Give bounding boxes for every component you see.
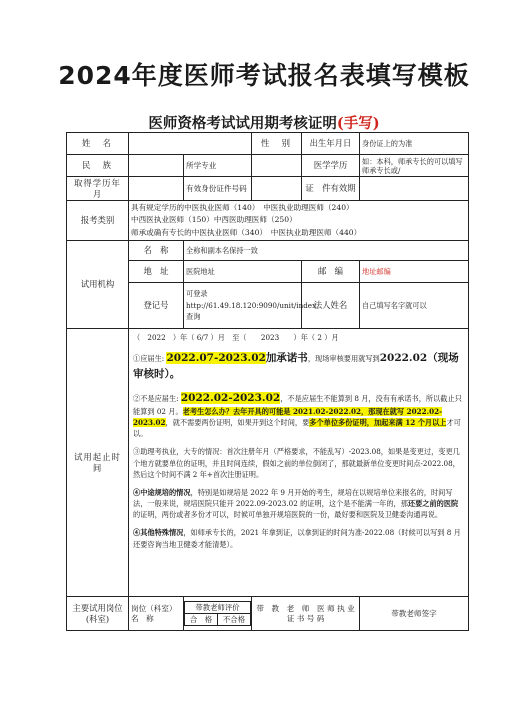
category-option[interactable]: 具有规定学历的中医执业医师（140） 中医执业助理医师（240） xyxy=(131,203,354,213)
form-title-handwritten: (手写) xyxy=(336,115,380,132)
form-title xyxy=(0,112,528,133)
category-option[interactable]: 师承或确有专长的中医执业医师（340） 中医执业助理医师（440） xyxy=(131,227,362,237)
edu-label: 医学学历 xyxy=(302,155,360,177)
inst-zip-label: 邮 编 xyxy=(302,261,360,283)
ethnic-label: 民 族 xyxy=(67,155,129,177)
inst-zip-value[interactable]: 地址邮编 xyxy=(360,261,469,283)
birth-label: 出生年月日 xyxy=(302,133,360,155)
cert-label: 带 教 老 师 医 师 执 业 证 书 号 码 xyxy=(252,597,360,631)
page-title: 2024年度医师考试报名表填写模板 xyxy=(58,61,470,90)
fail-option[interactable]: 不合格 xyxy=(218,614,251,626)
inst-addr-value[interactable]: 医院地址 xyxy=(184,261,302,283)
inst-reg-value[interactable]: 可登录 http://61.49.18.120:9090/unit/index 查询 xyxy=(184,283,302,329)
certificate-form xyxy=(66,132,469,631)
major-value[interactable] xyxy=(252,155,302,177)
inst-label: 试用机构 xyxy=(67,241,129,329)
period-content xyxy=(129,329,469,597)
validity-value[interactable] xyxy=(360,177,469,201)
category-options xyxy=(129,201,469,241)
inst-reg-label: 登记号 xyxy=(129,283,184,329)
period-label: 试用起止时 间 xyxy=(67,329,129,597)
inst-addr-label: 地 址 xyxy=(129,261,184,283)
edu-note: 如：本科，师承专长的可以填写师承专长或/ xyxy=(360,155,469,177)
id-label: 有效身份证件号码 xyxy=(184,177,252,201)
note-fresh-graduate: ①应届生: 2022.07-2023.02加承诺书，现场审核要用就写到2022.02（现场审核时）。 xyxy=(133,352,459,381)
major-label: 所学专业 xyxy=(184,155,252,177)
note-non-graduate: ②不是应届生: 2022.02-2023.02，不是应届生不能算到 8 月，没有有承诺书，所以截止只能算到 02 月。老考生怎么办？去年开具的可能是 2021.02-2022.02，那现在就写 2022.02-2023.02，就不需要两份证明，如果开到这个时间，要多个单位多份证明，加起来满 12 个月以上才可以。 xyxy=(133,391,462,439)
id-value[interactable] xyxy=(252,177,302,201)
category-option[interactable]: 中西医执业医师（150）中西医助理医师（250） xyxy=(131,215,297,225)
name-label: 姓 名 xyxy=(67,133,129,155)
degree-label: 取得学历年 月 xyxy=(67,177,129,201)
inst-legal-label: 法人姓名 xyxy=(302,283,360,329)
validity-label: 证 件有效期 xyxy=(302,177,360,201)
teacher-eval xyxy=(184,597,252,631)
pass-option[interactable]: 合 格 xyxy=(185,614,218,626)
sign-label: 带教老师签字 xyxy=(360,597,469,631)
name-value[interactable] xyxy=(129,133,252,155)
note-special: ④其他特殊情况，如师承专长的，2021 年拿到证，以拿到证的时间为准-2022.08（时候可以写到 8 月还要咨询当地卫健委才能清楚）。 xyxy=(133,528,461,549)
inst-name-label: 名 称 xyxy=(129,241,184,261)
degree-value[interactable] xyxy=(129,177,184,201)
ethnic-value[interactable] xyxy=(129,155,184,177)
post-dept-label: 岗位（科室）名 称 xyxy=(129,597,184,631)
inst-legal-value[interactable]: 自己填写名字就可以 xyxy=(360,283,469,329)
gender-label: 性 别 xyxy=(252,133,302,155)
post-label: 主要试用岗位(科室) xyxy=(67,597,129,631)
form-title-main: 医师资格考试试用期考核证明 xyxy=(148,115,337,132)
note-residency: ④中途规培的情况，特别是如规培是 2022 年 9 月开始的考生，规培在以规培单位来报名的，时间写法，一般来说，规培医院只能开 2022.09-2023.02 的证明，这个是不能满一年的，那还要之前的医院的证明，两份或者多份才可以，时候可单独开规培医院的一份，最好要和医院及卫健委沟通再说。 xyxy=(133,487,459,520)
teacher-eval-label: 带教老师评价 xyxy=(185,601,251,613)
note-assistant: ③助理考执业，大专的情况：首次注册年月（严格要求，不能乱写）-2023.08，如果是变更过，变更几个地方就要单位的证明，并且时间连续，假如之前的单位倒闭了，那就最新单位变更时间点-2022.08，然后这个时间不满 2 年+首次注册证明。 xyxy=(133,447,460,479)
birth-note: 身份证上的为准 xyxy=(360,133,469,155)
period-line: （ 2022 ）年（ 6/7 ）月 至（ 2023 ）年（ 2 ）月 xyxy=(133,333,339,342)
category-label: 报考类别 xyxy=(67,201,129,241)
inst-name-value[interactable]: 全称和副本名保持一致 xyxy=(184,241,469,261)
